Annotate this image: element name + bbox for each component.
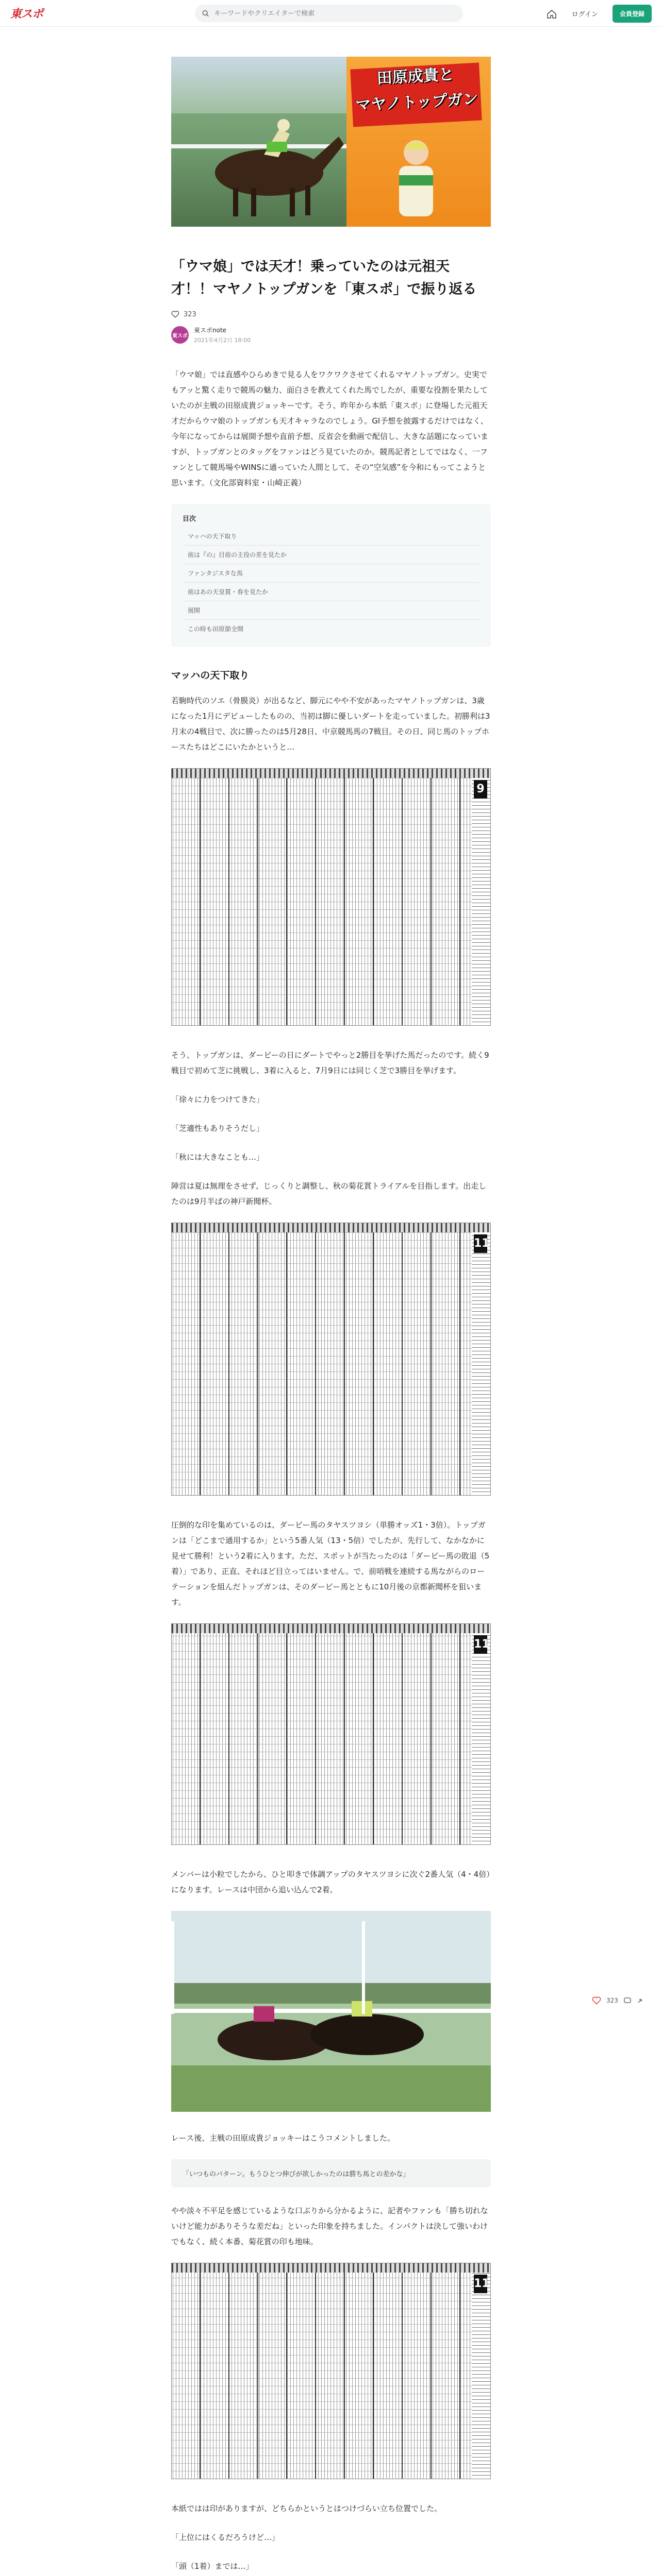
jockey-portrait: [388, 134, 444, 216]
search-icon: [202, 10, 209, 17]
body-paragraph: やや淡々不平足を感じているような口ぶりから分かるように、記者やファンも「勝ち切れないけど能力がありそうな差だね」といった印象を持ちました。インパクトは決して強いわけでもなく、続く本番、菊花賞の印も地味。: [171, 2206, 488, 2246]
race-number-tag: 11: [474, 1635, 487, 1654]
intro-paragraph: 「ウマ娘」では直感やひらめきで見る人をワクワクさせてくれるマヤノトップガン。史実でもアッと驚く走りで競馬の魅力、面白さを教えてくれた馬でしたが、重要な役割を果たしていたのが主戦の田原成貴ジョッキーです。そう、昨年から本紙「東スポ」に登場した元祖天才だからウマ娘のトップガンも天才キャラなのでしょう。Gl予想を披露するだけではなく、今年になってからは展開予想や直前予想、反省会を動画で配信し、大きな話題になっていますが、トップガンとのタッグをファンはどう見ていたのか。競馬記者としてではなく、一ファンとして競馬場やWINSに通っていた人間として、その“空気感”を今和にもってこようと思います。（文化部資料室・山崎正義）: [171, 370, 489, 487]
body-paragraph: 「徐々に力をつけてきた」: [171, 1095, 264, 1104]
hero-headline-line2: マヤノトップガン: [355, 90, 479, 115]
quote-block: 「いつものパターン。もうひとつ伸びが欲しかったのは勝ち馬との差かな」: [171, 2159, 491, 2188]
body-paragraph: 圧倒的な印を集めているのは、ダービー馬のタヤスツヨシ（単勝オッズ1・3倍）。トップガンは「どこまで通用するか」という5番人気（13・5倍）でしたが、先行して、なかなかに見せて勝利！という2着に入ります。ただ、スポットが当たったのは「ダービー馬の敗退（5着）」であり、正直、それほど目立ってはいません。で、前哨戦を連続する馬ながらのローテーションを組んだトップガンは、そのダービー馬とともに10月後の京都新聞杯を狙います。: [171, 1520, 490, 1607]
heart-icon[interactable]: [171, 310, 179, 318]
toc-item[interactable]: マッハの天下取り: [183, 527, 479, 546]
search-input[interactable]: [214, 10, 456, 18]
top-navigation-bar: [0, 0, 662, 27]
body-paragraph: 「秋には大きなことも…」: [171, 1153, 264, 1162]
site-logo[interactable]: [10, 5, 43, 21]
share-icon[interactable]: [637, 1996, 645, 2005]
logo-text: 東スポ: [10, 7, 43, 21]
comment-icon[interactable]: [623, 1996, 632, 2005]
hero-headline-line1: 田原成貴と: [376, 65, 455, 88]
racehorse-illustration: [192, 106, 346, 219]
publish-date: 2021年4月2日 18:00: [194, 337, 251, 344]
author-avatar[interactable]: [171, 326, 189, 344]
home-icon[interactable]: [546, 8, 557, 20]
section-heading: マッハの天下取り: [171, 670, 250, 681]
article-title: 「ウマ娘」では天才！乗っていたのは元祖天才！！マヤノトップガンを「東スポ」で振り返る: [171, 259, 477, 297]
body-paragraph: 「頭（1着）までは…」: [171, 2562, 254, 2571]
login-link[interactable]: ログイン: [571, 11, 598, 19]
body-paragraph: 若駒時代のソエ（骨膜炎）が出るなど、脚元にやや不安があったマヤノトップガンは、3歳になった1月にデビューしたものの、当初は脚に優しいダートを走っていました。初勝利は3月末の4戦目で、次に勝ったのは5月28日、中京競馬馬の7戦目。その日、同じ馬のトップホースたちはどこにいたかというと…: [171, 696, 490, 752]
race-card-image: [171, 1223, 491, 1496]
hero-image: [171, 57, 491, 227]
article-container: [171, 57, 491, 2576]
avatar-label: 東スポ: [172, 333, 188, 339]
like-counter[interactable]: [171, 310, 491, 318]
heart-icon[interactable]: [592, 1996, 601, 2005]
author-block[interactable]: [171, 326, 491, 344]
race-card-image: [171, 768, 491, 1026]
floating-actions: [592, 1996, 645, 2005]
body-paragraph: レース後、主戦の田原成貴ジョッキーはこうコメントしました。: [171, 2133, 395, 2143]
toc-item[interactable]: ファンタジスタな馬: [183, 564, 479, 583]
body-paragraph: 「芝適性もありそうだし」: [171, 1124, 264, 1133]
table-of-contents: [171, 504, 491, 647]
body-paragraph: そう、トップガンは、ダービーの日にダートでやっと2勝目を挙げた馬だったのです。続く9戦目で初めて芝に挑戦し、3着に入ると、7月9日には同じく芝で3勝目を挙げます。: [171, 1050, 489, 1075]
signup-button[interactable]: 会員登録: [613, 5, 652, 23]
race-card-image: [171, 1623, 491, 1845]
hero-headline: [350, 60, 483, 118]
toc-item[interactable]: この時も田原節全開: [188, 625, 244, 633]
body-paragraph: 本紙ではは印がありますが、どちらかというとはつけづらい立ち位置でした。: [171, 2504, 442, 2513]
article-body: [171, 367, 491, 2576]
race-number-tag: 11: [474, 1234, 487, 1253]
like-count: 323: [184, 310, 196, 318]
race-number-tag: 11: [474, 2275, 487, 2293]
search-bar[interactable]: [195, 5, 463, 22]
floating-like-count: 323: [606, 1997, 618, 2004]
toc-heading[interactable]: 目次: [183, 515, 196, 523]
race-photo: [171, 1911, 491, 2112]
toc-item[interactable]: 展開: [183, 601, 479, 620]
author-name[interactable]: 東スポnote: [194, 327, 227, 334]
body-paragraph: 陣営は夏は無理をさせず、じっくりと調整し、秋の菊花賞トライアルを目指します。出走したのは9月半ばの神戸新聞杯。: [171, 1181, 487, 1206]
toc-item[interactable]: 前は『の』目前の主役の差を見たか: [183, 546, 479, 564]
body-paragraph: メンバーは小粒でしたから、ひと叩きで体調アップのタヤスツヨシに次ぐ2番人気（4・4倍）になります。レースは中団から追い込んで2着。: [171, 1870, 490, 1894]
toc-item[interactable]: 前はあの天皇賞・春を見たか: [183, 583, 479, 601]
race-card-image: [171, 2263, 491, 2479]
body-paragraph: 「上位にはくるだろうけど…」: [171, 2533, 280, 2542]
race-finish-photo: [171, 1911, 491, 2112]
race-number-tag: 9: [474, 780, 487, 799]
